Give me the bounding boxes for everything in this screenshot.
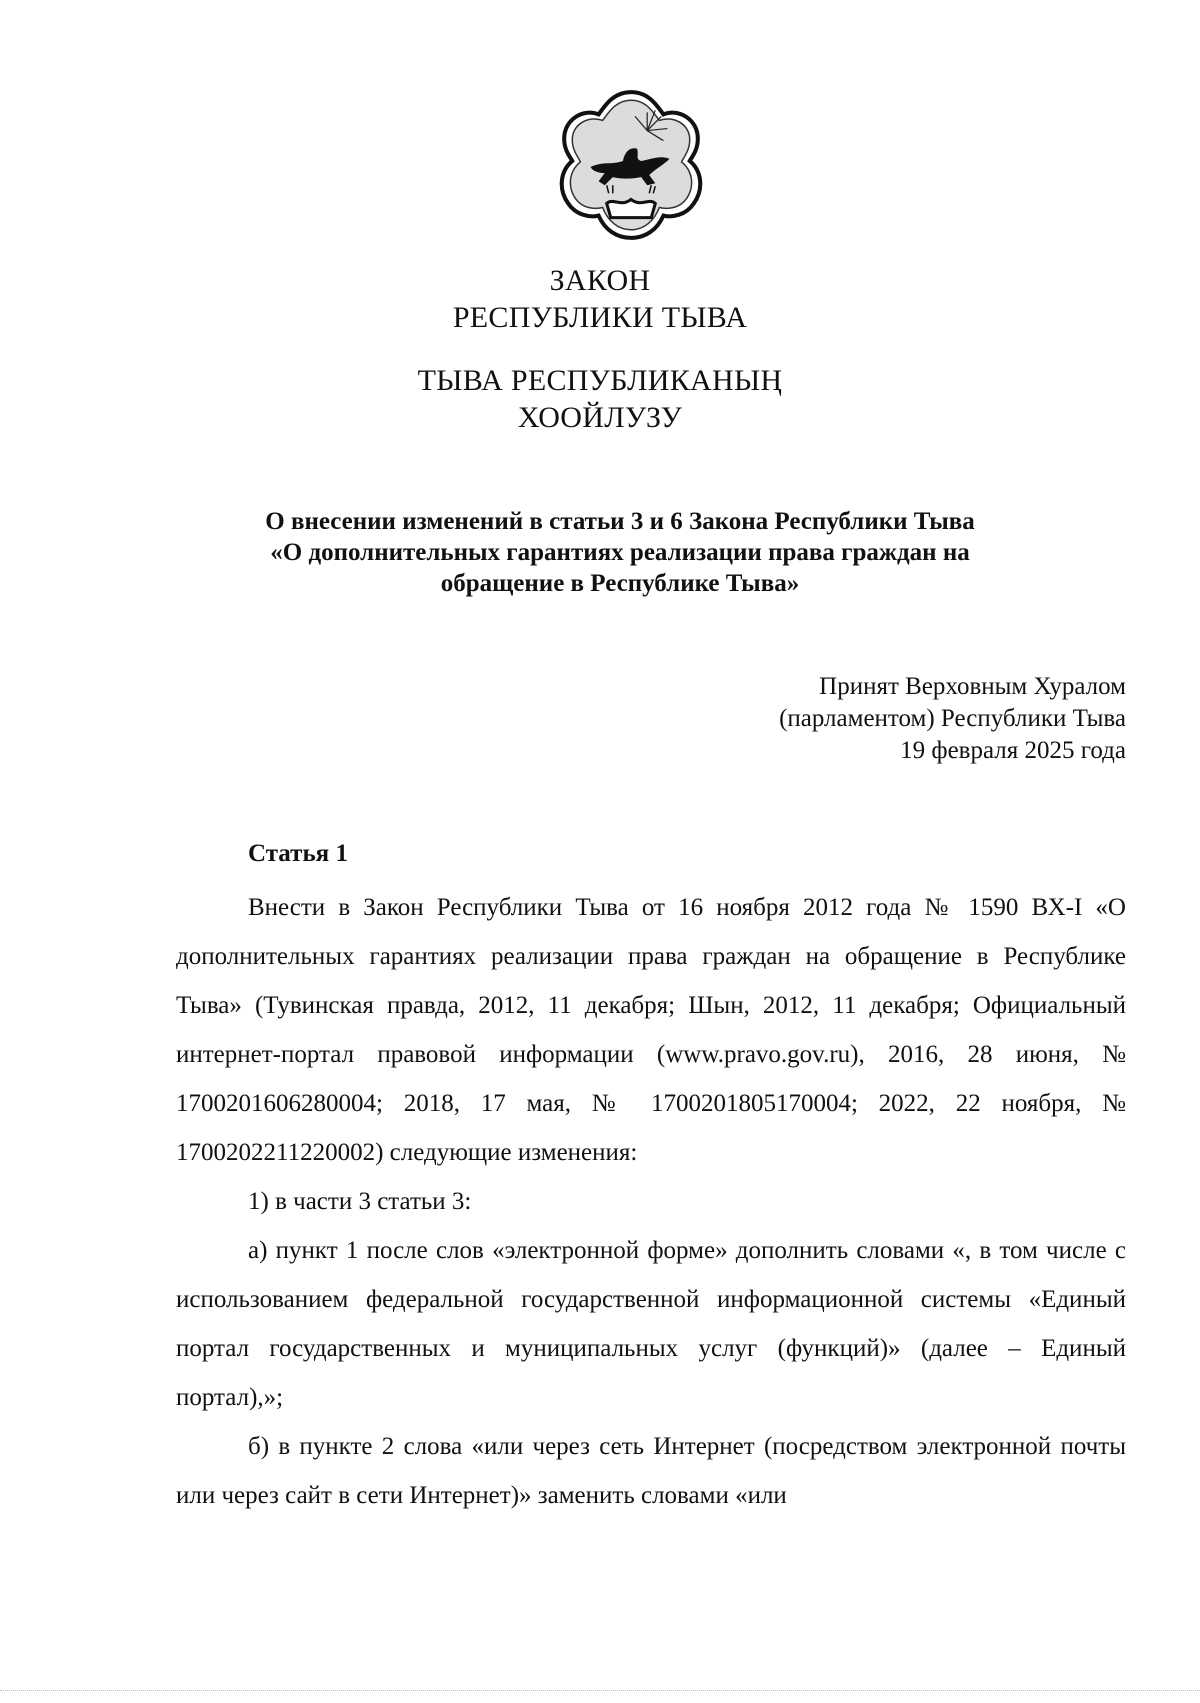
law-title-line: ХООЙЛУЗУ [517, 401, 683, 434]
adoption-line: Принят Верховным Хуралом [819, 673, 1126, 700]
adoption-line: (парламентом) Республики Тыва [779, 705, 1126, 732]
law-title-tuvan [0, 362, 1200, 436]
subject-line: «О дополнительных гарантиях реализации права граждан на [270, 539, 970, 566]
law-subject-title [180, 506, 1060, 599]
body-paragraph: 1) в части 3 статьи 3: [248, 1188, 472, 1215]
scan-edge-artifact [0, 1690, 1200, 1697]
article-body [176, 883, 1126, 1520]
body-paragraph: Внести в Закон Республики Тыва от 16 ноября 2012 года № 1590 ВХ-I «О дополнительных гарантиях реализации права граждан на обращение в Республике Тыва» (Тувинская правда, 2012, 11 декабря; Шын, 2012, 11 декабря; Официальный интернет-портал правовой информации (www.pravo.gov.ru), 2016, 28 июня, № 1700201606280004; 2018, 17 мая, № 1700201805170004; 2022, 22 ноября, № 1700202211220002) следующие изменения: [176, 894, 1126, 1166]
adoption-note [779, 671, 1126, 767]
law-title-line: ТЫВА РЕСПУБЛИКАНЫҢ [417, 364, 783, 397]
law-title-line: РЕСПУБЛИКИ ТЫВА [452, 301, 748, 334]
subject-line: О внесении изменений в статьи 3 и 6 Закона Республики Тыва [265, 508, 975, 535]
law-title-line: ЗАКОН [549, 264, 651, 297]
adoption-date: 19 февраля 2025 года [900, 737, 1126, 764]
subject-line: обращение в Республике Тыва» [440, 570, 800, 597]
article-heading: Статья 1 [248, 840, 348, 867]
law-title-russian [0, 262, 1200, 336]
crown-base-icon [607, 199, 656, 217]
body-paragraph: б) в пункте 2 слова «или через сеть Интернет (посредством электронной почты или через сайт в сети Интернет)» заменить словами «или [176, 1433, 1126, 1509]
body-paragraph: а) пункт 1 после слов «электронной форме» дополнить словами «, в том числе с использованием федеральной государственной информационной системы «Единый портал государственных и муниципальных услуг (функций)» (далее – Единый портал),»; [176, 1237, 1126, 1411]
coat-of-arms-emblem [550, 84, 712, 246]
